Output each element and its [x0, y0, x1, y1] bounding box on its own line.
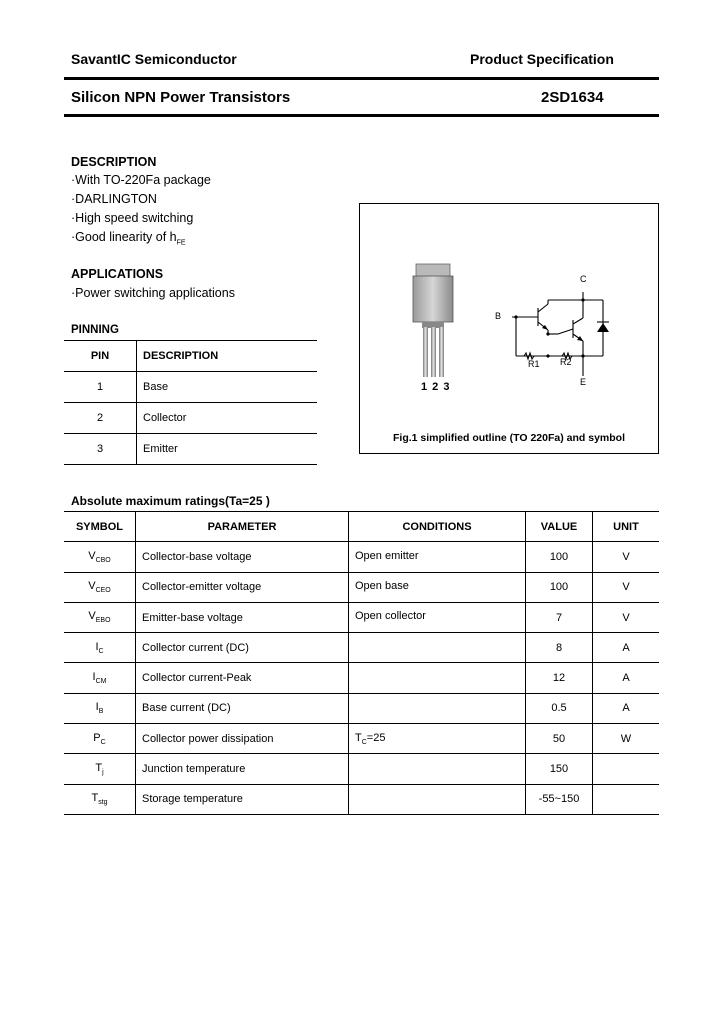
conditions-header: CONDITIONS — [349, 512, 526, 542]
label-b: B — [495, 311, 502, 321]
description-list — [71, 171, 211, 253]
darlington-symbol-icon — [500, 284, 620, 384]
pinning-header-row — [64, 341, 317, 372]
table-row — [64, 542, 659, 572]
unit-cell: A — [622, 672, 630, 685]
figure-caption: Fig.1 simplified outline (TO 220Fa) and symbol — [392, 432, 625, 444]
pinning-table — [64, 340, 317, 465]
unit-cell — [593, 784, 660, 814]
pin-number: 2 — [64, 403, 137, 434]
table-row — [64, 633, 659, 663]
pin-description: Collector — [143, 412, 187, 424]
pin-description: Emitter — [143, 443, 178, 455]
q2-emitter-arrow — [577, 336, 583, 341]
table-row — [64, 572, 659, 602]
conditions-cell: Open collector — [349, 602, 526, 632]
description-item: ·Good linearity of $h_{FE}$ — [71, 230, 186, 247]
value-cell: -55~150 — [526, 784, 593, 814]
pin-number: 3 — [64, 434, 137, 465]
conditions-cell — [349, 633, 526, 663]
hfe-subscript: FE — [176, 239, 186, 247]
symbol-cell: $V_{EBO}$ — [64, 602, 136, 632]
value-cell: 100 — [526, 572, 593, 602]
table-row — [64, 602, 659, 632]
pin-header: PIN — [64, 341, 137, 372]
value-cell: 100 — [526, 542, 593, 572]
parameter-cell: Collector current (DC) — [136, 633, 349, 663]
parameter-cell: Collector power dissipation — [136, 724, 349, 754]
pinning-title: PINNING — [71, 324, 119, 336]
symbol-cell: $I_C$ — [64, 633, 136, 663]
applications-title: APPLICATIONS — [71, 267, 164, 281]
ratings-table — [64, 511, 659, 815]
parameter-cell: Junction temperature — [136, 754, 349, 784]
product-line: Silicon NPN Power Transistors — [71, 89, 291, 106]
figure-box — [359, 203, 659, 454]
conditions-cell — [349, 693, 526, 723]
symbol-cell: $I_{CM}$ — [64, 663, 136, 693]
symbol-cell: $V_{CBO}$ — [64, 542, 136, 572]
parameter-cell: Collector-base voltage — [136, 542, 349, 572]
value-cell: 50 — [526, 724, 593, 754]
unit-cell: V — [622, 550, 630, 563]
table-row — [64, 663, 659, 693]
symbol-header: SYMBOL — [64, 512, 136, 542]
symbol-cell: $P_C$ — [64, 724, 136, 754]
conditions-cell — [349, 754, 526, 784]
unit-cell: V — [622, 581, 630, 594]
applications-item: ·Power switching applications — [71, 286, 235, 300]
symbol-cell: $I_B$ — [64, 693, 136, 723]
unit-cell: V — [622, 611, 630, 624]
symbol-cell: $T_j$ — [64, 754, 136, 784]
ratings-header-row — [64, 512, 659, 542]
table-row — [64, 754, 659, 784]
parameter-cell: Collector current-Peak — [136, 663, 349, 693]
conditions-cell: Open emitter — [349, 542, 526, 572]
label-r2: R2 — [560, 357, 572, 367]
table-row — [64, 403, 317, 434]
table-row — [64, 434, 317, 465]
symbol-cell: $T_{stg}$ — [64, 784, 136, 814]
value-header: VALUE — [526, 512, 593, 542]
value-cell: 7 — [526, 602, 593, 632]
conditions-cell — [349, 784, 526, 814]
unit-cell: W — [620, 732, 632, 745]
label-e: E — [580, 377, 587, 387]
parameter-cell: Base current (DC) — [136, 693, 349, 723]
spec-title: Product Specification — [470, 51, 614, 67]
description-item: ·DARLINGTON — [71, 192, 157, 206]
label-r1: R1 — [528, 359, 540, 369]
symbol-cell: $V_{CEO}$ — [64, 572, 136, 602]
parameter-cell: Collector-emitter voltage — [136, 572, 349, 602]
unit-cell — [593, 754, 660, 784]
conditions-cell: $T_C=25$ — [349, 724, 526, 754]
header-divider-top — [64, 77, 659, 80]
diode-triangle — [597, 323, 609, 332]
conditions-cell — [349, 663, 526, 693]
ratings-title: Absolute maximum ratings(Ta=25 ) — [71, 494, 270, 508]
label-c: C — [580, 274, 587, 284]
unit-header: UNIT — [613, 520, 639, 533]
part-number: 2SD1634 — [541, 89, 604, 106]
pin-number: 1 — [64, 372, 137, 403]
package-outline-icon — [410, 260, 460, 380]
table-row — [64, 693, 659, 723]
value-cell: 0.5 — [526, 693, 593, 723]
parameter-cell: Emitter-base voltage — [136, 602, 349, 632]
pin-description: Base — [143, 381, 169, 393]
description-title: DESCRIPTION — [71, 155, 157, 169]
description-item: ·With TO-220Fa package — [71, 173, 211, 187]
value-cell: 8 — [526, 633, 593, 663]
description-item: ·High speed switching — [71, 211, 194, 225]
table-row — [64, 784, 659, 814]
company-name: SavantIC Semiconductor — [71, 51, 237, 67]
pin-desc-header: DESCRIPTION — [143, 350, 219, 362]
conditions-cell: Open base — [349, 572, 526, 602]
value-cell: 150 — [526, 754, 593, 784]
unit-cell: A — [622, 641, 630, 654]
value-cell: 12 — [526, 663, 593, 693]
header-divider-bottom — [64, 114, 659, 117]
parameter-header: PARAMETER — [136, 512, 349, 542]
parameter-cell: Storage temperature — [136, 784, 349, 814]
pin-numbers-label: 1 2 3 — [421, 381, 451, 393]
unit-cell: A — [622, 702, 630, 715]
table-row — [64, 724, 659, 754]
table-row — [64, 372, 317, 403]
